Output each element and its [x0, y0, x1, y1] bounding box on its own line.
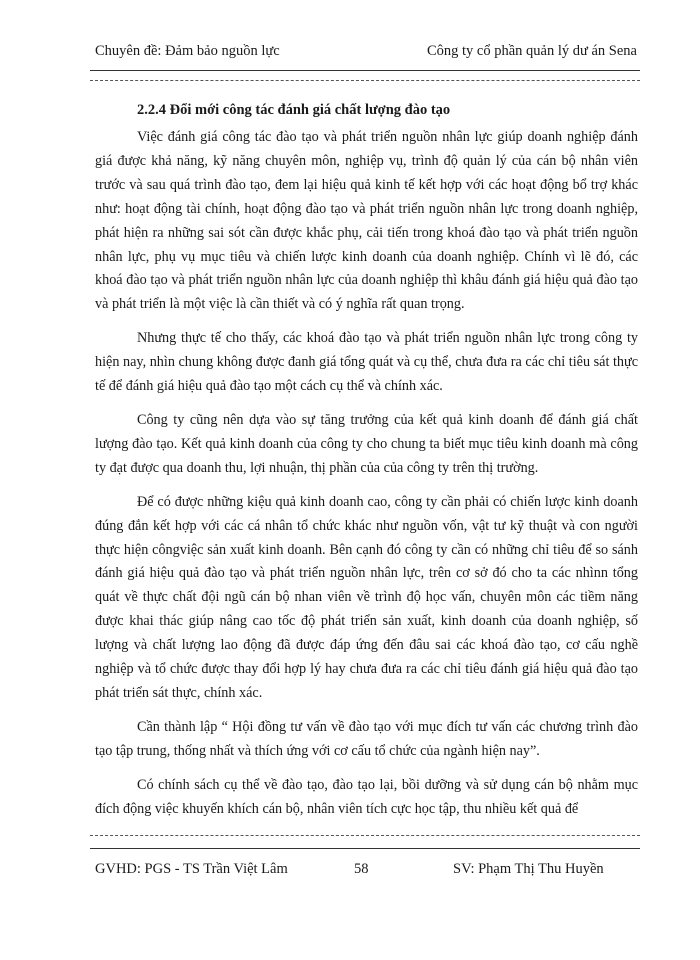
- footer-dashed-rule: [90, 835, 640, 836]
- header-dashed-rule: [90, 80, 640, 81]
- footer-advisor: GVHD: PGS - TS Trần Việt Lâm: [95, 861, 288, 877]
- body-text: [95, 126, 638, 831]
- paragraph: Có chính sách cụ thể về đào tạo, đào tạo lại, bồi dưỡng và sử dụng cán bộ nhằm mục đích động việc khuyến khích cán bộ, nhân viên tích cực học tập, thu nhiều kết quả để: [95, 776, 638, 817]
- header-rule: [90, 70, 640, 71]
- header-company: Công ty cổ phần quản lý dư án Sena: [426, 43, 637, 59]
- section-heading: 2.2.4 Đổi mới công tác đánh giá chất lượng đào tạo: [137, 102, 451, 118]
- footer-student: SV: Phạm Thị Thu Huyền: [453, 861, 604, 877]
- paragraph: Công ty cũng nên dựa vào sự tăng trưởng của kết quả kinh doanh để đánh giá chất lượng đào tạo. Kết quả kinh doanh của công ty cho chung ta biết mục tiêu kinh doanh mà công ty đạt được qua doanh thu, lợi nhuận, thị phần của của công ty trên thị trường.: [95, 411, 638, 476]
- paragraph: Việc đánh giá công tác đào tạo và phát triển nguồn nhân lực giúp doanh nghiệp đánh giá được khả năng, kỹ năng chuyên môn, nghiệp vụ, trình độ quản lý của cán bộ nhân viên trước và sau quá trình đào tạo, đem lại hiệu quả kinh tế kết hợp với các hoạt động bổ trợ khác như: hoạt động tài chính, hoạt động đào tạo và phát triển nguồn nhân lực trong doanh nghiệp, phát hiện ra những sai sót cần được khắc phụ, cải tiến trong khoá đào tạo và phát triển nguồn nhân lực, phụ vụ mục tiêu và chiến lược kinh doanh của doanh nghiệp. Chính vì lẽ đó, các khoá đào tạo và phát triển nguồn nhân lực của doanh nghiệp thì khâu đánh giá hiệu quả đào tạo và phát triển là một việc là cần thiết và có ý nghĩa rất quan trọng.: [95, 129, 638, 313]
- page-header: [95, 43, 637, 65]
- paragraph: Để có được những kiệu quả kinh doanh cao, công ty cần phải có chiến lược kinh doanh đúng đắn kết hợp với các cá nhân tổ chức khác như nguồn vốn, vật tư kỹ thuật và con người thực hiện côngviệc sản xuất kinh doanh. Bên cạnh đó công ty cần có những chỉ tiêu để so sánh đánh giá hiệu quả đào tạo và phát triển nguồn nhân lực, trên cơ sở đó cho ta các nhìnn tổng quát về thực chất đội ngũ cán bộ nhan viên về trình độ học vấn, chuyên môn các tiềm năng được khai thác giúp nâng cao tốc độ phát triển sản xuất, kinh doanh của doanh nghiệp, số lượng và chất lượng lao động đã được đáp ứng đến đâu sai các khoá đào tạo, cơ cấu nghề nghiệp và tổ chức được thay đổi hợp lý hay chưa đưa ra các chỉ tiêu đánh giá hiệu quả đào tạo phát triển sát thực, chính xác.: [95, 493, 638, 701]
- header-topic: Chuyên đề: Đảm bảo nguồn lực: [95, 43, 280, 59]
- page-number: 58: [354, 861, 369, 877]
- paragraph: Cần thành lập “ Hội đồng tư vấn về đào tạo với mục đích tư vấn các chương trình đào tạo tập trung, thống nhất và thích ứng với cơ cấu tổ chức của ngành hiện nay”.: [95, 718, 638, 759]
- footer-rule: [90, 848, 640, 849]
- paragraph: Nhưng thực tế cho thấy, các khoá đào tạo và phát triển nguồn nhân lực trong công ty hiện nay, nhìn chung không được đanh giá tổng quát và cụ thể, chưa đưa ra các chỉ tiêu sát thực tế để đánh giá hiệu quả đào tạo một cách cụ thể và chính xác.: [95, 330, 638, 395]
- page-footer: [95, 861, 620, 881]
